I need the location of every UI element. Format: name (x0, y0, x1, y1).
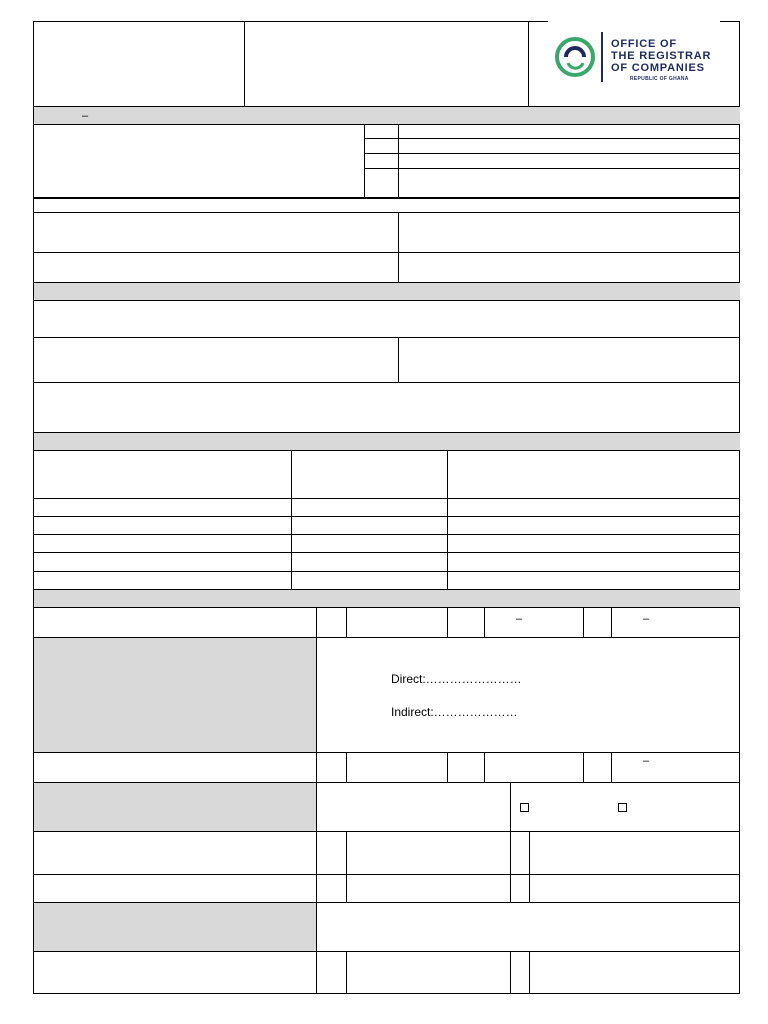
section-header-2 (34, 283, 740, 300)
option-field-4[interactable] (399, 169, 740, 197)
table-row[interactable] (34, 553, 740, 571)
cell-dash: – (643, 755, 650, 767)
field-left-1[interactable] (34, 213, 398, 252)
cell-dash: – (643, 613, 650, 625)
logo-subtitle: REPUBLIC OF GHANA (630, 76, 689, 82)
table-row[interactable] (34, 572, 740, 589)
field-right-2[interactable] (399, 253, 740, 282)
cell-dash: – (516, 613, 523, 625)
table-row[interactable] (34, 499, 740, 516)
logo-line-1: OFFICE OF (611, 38, 677, 50)
option-field-2[interactable] (399, 139, 740, 153)
label-cell-shaded (34, 903, 316, 951)
header-field-1[interactable] (34, 22, 245, 107)
field-right-3[interactable] (399, 338, 740, 382)
label-cell-shaded (34, 783, 316, 831)
indirect-ownership-label: Indirect:………………… (391, 705, 518, 719)
registration-form (33, 21, 740, 994)
table-row[interactable] (34, 535, 740, 552)
label-cell-shaded (34, 638, 316, 752)
registrar-logo (548, 20, 720, 104)
logo-line-2: THE REGISTRAR (611, 50, 712, 62)
section-header-3 (34, 433, 740, 450)
header-divider (528, 22, 529, 106)
checkbox-icon[interactable] (520, 803, 529, 812)
name-field[interactable] (34, 125, 364, 197)
full-width-field-1[interactable] (34, 301, 740, 337)
field-left-3[interactable] (34, 338, 398, 382)
section-header-4 (34, 590, 740, 607)
option-field-1[interactable] (399, 125, 740, 138)
field-right-1[interactable] (399, 213, 740, 252)
section-header-1 (34, 107, 740, 124)
direct-ownership-label: Direct:…………………… (391, 672, 522, 686)
section-dash: – (82, 110, 89, 122)
table-row[interactable] (34, 517, 740, 534)
field-left-2[interactable] (34, 253, 398, 282)
logo-divider (601, 32, 603, 82)
header-field-2[interactable] (245, 22, 528, 107)
logo-line-3: OF COMPANIES (611, 62, 705, 74)
registrar-logo-icon (554, 36, 596, 78)
full-width-field-2[interactable] (34, 383, 740, 432)
checkbox-icon[interactable] (618, 803, 627, 812)
option-field-3[interactable] (399, 154, 740, 168)
